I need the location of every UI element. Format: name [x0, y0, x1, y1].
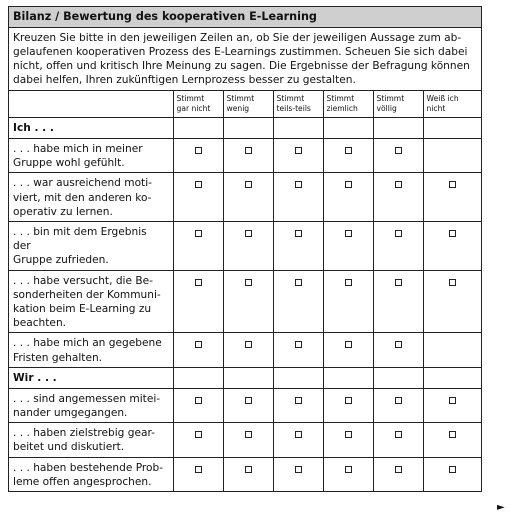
answer-cell-gar-nicht [173, 270, 223, 333]
statement-line: . . . haben bestehende Prob- [13, 461, 164, 474]
checkbox[interactable] [195, 341, 202, 348]
answer-cell-ziemlich [323, 173, 373, 222]
answer-cell-ziemlich [323, 457, 373, 491]
answer-cell-weiss-nicht [423, 222, 481, 271]
instruction-line: Kreuzen Sie bitte in den jeweiligen Zeilen an, ob Sie der jeweiligen Aussage zum ab- [13, 32, 462, 44]
checkbox[interactable] [345, 279, 352, 286]
checkbox[interactable] [449, 181, 456, 188]
answer-cell-ziemlich [323, 139, 373, 173]
empty-cell [323, 367, 373, 388]
answer-cell-voellig [373, 139, 423, 173]
statement-line: beachten. [13, 317, 67, 330]
group-row [9, 118, 481, 139]
checkbox[interactable] [295, 341, 302, 348]
option-header-weiss-nicht: Weiß ich nicht [423, 91, 481, 118]
statement-text [9, 173, 173, 222]
answer-cell-voellig [373, 173, 423, 222]
answer-cell-ziemlich [323, 388, 373, 422]
answer-cell-weiss-nicht [423, 173, 481, 222]
answer-cell-voellig [373, 270, 423, 333]
checkbox[interactable] [449, 230, 456, 237]
answer-cell-ziemlich [323, 423, 373, 457]
empty-cell [323, 118, 373, 139]
answer-cell-weiss-nicht [423, 270, 481, 333]
checkbox[interactable] [245, 181, 252, 188]
group-row [9, 367, 481, 388]
answer-cell-weiss-nicht [423, 139, 481, 173]
empty-cell [273, 367, 323, 388]
answer-cell-teils-teils [273, 139, 323, 173]
statement-line: beitet und diskutiert. [13, 441, 125, 454]
answer-cell-ziemlich [323, 270, 373, 333]
checkbox[interactable] [245, 341, 252, 348]
statement-row [9, 457, 481, 491]
checkbox[interactable] [195, 230, 202, 237]
statement-line: . . . habe mich an gegebene [13, 337, 162, 350]
statement-row [9, 423, 481, 457]
answer-cell-wenig [223, 173, 273, 222]
checkbox[interactable] [395, 279, 402, 286]
checkbox[interactable] [295, 181, 302, 188]
statement-line: Gruppe zufrieden. [13, 254, 109, 267]
checkbox[interactable] [245, 147, 252, 154]
group-label: Wir . . . [9, 367, 173, 388]
checkbox[interactable] [245, 431, 252, 438]
checkbox[interactable] [395, 230, 402, 237]
checkbox[interactable] [195, 466, 202, 473]
statement-text [9, 457, 173, 491]
checkbox[interactable] [245, 279, 252, 286]
answer-cell-teils-teils [273, 173, 323, 222]
statement-row [9, 139, 481, 173]
empty-cell [223, 367, 273, 388]
statement-line: kation beim E-Learning zu [13, 303, 152, 316]
empty-cell [373, 118, 423, 139]
empty-cell [423, 118, 481, 139]
checkbox[interactable] [345, 181, 352, 188]
statement-row [9, 222, 481, 271]
answer-cell-wenig [223, 333, 273, 367]
option-header-voellig: Stimmt völlig [373, 91, 423, 118]
statement-line: operativ zu lernen. [13, 205, 113, 218]
answer-cell-wenig [223, 457, 273, 491]
answer-cell-wenig [223, 222, 273, 271]
checkbox[interactable] [195, 397, 202, 404]
instructions [9, 28, 481, 91]
answer-cell-teils-teils [273, 333, 323, 367]
checkbox[interactable] [195, 279, 202, 286]
checkbox[interactable] [395, 181, 402, 188]
statement-line: viert, mit den anderen ko- [13, 191, 152, 204]
checkbox[interactable] [449, 431, 456, 438]
statement-line: . . . habe versucht, die Be- [13, 274, 153, 287]
answer-cell-wenig [223, 139, 273, 173]
checkbox[interactable] [345, 466, 352, 473]
answer-cell-wenig [223, 423, 273, 457]
checkbox[interactable] [345, 341, 352, 348]
checkbox[interactable] [295, 397, 302, 404]
statement-line: . . . habe mich in meiner [13, 143, 143, 155]
statement-line: leme offen angesprochen. [13, 475, 152, 488]
statement-line: Gruppe wohl gefühlt. [13, 157, 125, 170]
option-header-ziemlich: Stimmt ziemlich [323, 91, 373, 118]
answer-cell-weiss-nicht [423, 333, 481, 367]
next-page-arrow-icon[interactable]: ► [497, 502, 505, 513]
empty-cell [423, 367, 481, 388]
checkbox[interactable] [195, 147, 202, 154]
answer-cell-voellig [373, 457, 423, 491]
checkbox[interactable] [345, 431, 352, 438]
answer-cell-gar-nicht [173, 139, 223, 173]
answer-cell-wenig [223, 270, 273, 333]
answer-cell-gar-nicht [173, 222, 223, 271]
answer-cell-teils-teils [273, 423, 323, 457]
checkbox[interactable] [245, 397, 252, 404]
statement-row [9, 388, 481, 422]
empty-cell [223, 118, 273, 139]
option-header-teils-teils: Stimmt teils-teils [273, 91, 323, 118]
instruction-line: dabei helfen, Ihren zukünftigen Lernprozess besser zu gestalten. [13, 74, 356, 86]
checkbox[interactable] [245, 466, 252, 473]
checkbox[interactable] [449, 279, 456, 286]
checkbox[interactable] [395, 397, 402, 404]
checkbox[interactable] [295, 230, 302, 237]
statement-line: . . . bin mit dem Ergebnis der [13, 226, 147, 253]
checkbox[interactable] [449, 466, 456, 473]
answer-cell-teils-teils [273, 457, 323, 491]
answer-cell-teils-teils [273, 388, 323, 422]
instruction-line: nicht, offen und kritisch Ihre Meinung zu sagen. Die Ergebnisse der Befragung können [13, 60, 470, 72]
answer-cell-weiss-nicht [423, 423, 481, 457]
answer-cell-wenig [223, 388, 273, 422]
answer-cell-voellig [373, 388, 423, 422]
checkbox[interactable] [449, 397, 456, 404]
checkbox[interactable] [395, 466, 402, 473]
option-header-wenig: Stimmt wenig [223, 91, 273, 118]
checkbox[interactable] [245, 230, 252, 237]
empty-cell [173, 367, 223, 388]
checkbox[interactable] [295, 147, 302, 154]
answer-cell-voellig [373, 222, 423, 271]
statement-line: . . . war ausreichend moti- [13, 177, 152, 190]
checkbox[interactable] [295, 466, 302, 473]
checkbox[interactable] [395, 431, 402, 438]
checkbox[interactable] [345, 230, 352, 237]
empty-cell [173, 118, 223, 139]
form-title: Bilanz / Bewertung des kooperativen E-Learning [9, 7, 481, 28]
checkbox[interactable] [395, 341, 402, 348]
statement-text [9, 388, 173, 422]
answer-cell-gar-nicht [173, 333, 223, 367]
statement-row [9, 270, 481, 333]
statement-text [9, 139, 173, 173]
answer-cell-gar-nicht [173, 173, 223, 222]
questionnaire-form [8, 6, 482, 492]
instruction-line: gelaufenen kooperativen Prozess des E-Learnings zustimmen. Scheuen Sie sich dabei [13, 46, 468, 58]
rating-table [9, 91, 481, 491]
answer-cell-ziemlich [323, 333, 373, 367]
answer-cell-gar-nicht [173, 423, 223, 457]
group-label: Ich . . . [9, 118, 173, 139]
answer-cell-teils-teils [273, 270, 323, 333]
statement-text [9, 222, 173, 271]
checkbox[interactable] [345, 147, 352, 154]
statement-header [9, 91, 173, 118]
answer-cell-voellig [373, 333, 423, 367]
checkbox[interactable] [395, 147, 402, 154]
checkbox[interactable] [195, 181, 202, 188]
checkbox[interactable] [295, 279, 302, 286]
statement-text [9, 270, 173, 333]
empty-cell [373, 367, 423, 388]
answer-cell-gar-nicht [173, 388, 223, 422]
options-header-row [9, 91, 481, 118]
statement-line: . . . sind angemessen mitei- [13, 392, 161, 405]
answer-cell-weiss-nicht [423, 388, 481, 422]
checkbox[interactable] [345, 397, 352, 404]
answer-cell-ziemlich [323, 222, 373, 271]
statement-text [9, 423, 173, 457]
answer-cell-gar-nicht [173, 457, 223, 491]
checkbox[interactable] [195, 431, 202, 438]
answer-cell-voellig [373, 423, 423, 457]
answer-cell-teils-teils [273, 222, 323, 271]
statement-line: Fristen gehalten. [13, 351, 103, 364]
answer-cell-weiss-nicht [423, 457, 481, 491]
statement-line: . . . haben zielstrebig gear- [13, 427, 156, 440]
statement-row [9, 173, 481, 222]
statement-row [9, 333, 481, 367]
statement-text [9, 333, 173, 367]
statement-line: sonderheiten der Kommuni- [13, 288, 161, 301]
empty-cell [273, 118, 323, 139]
checkbox[interactable] [295, 431, 302, 438]
statement-line: nander umgegangen. [13, 407, 128, 420]
option-header-gar-nicht: Stimmt gar nicht [173, 91, 223, 118]
